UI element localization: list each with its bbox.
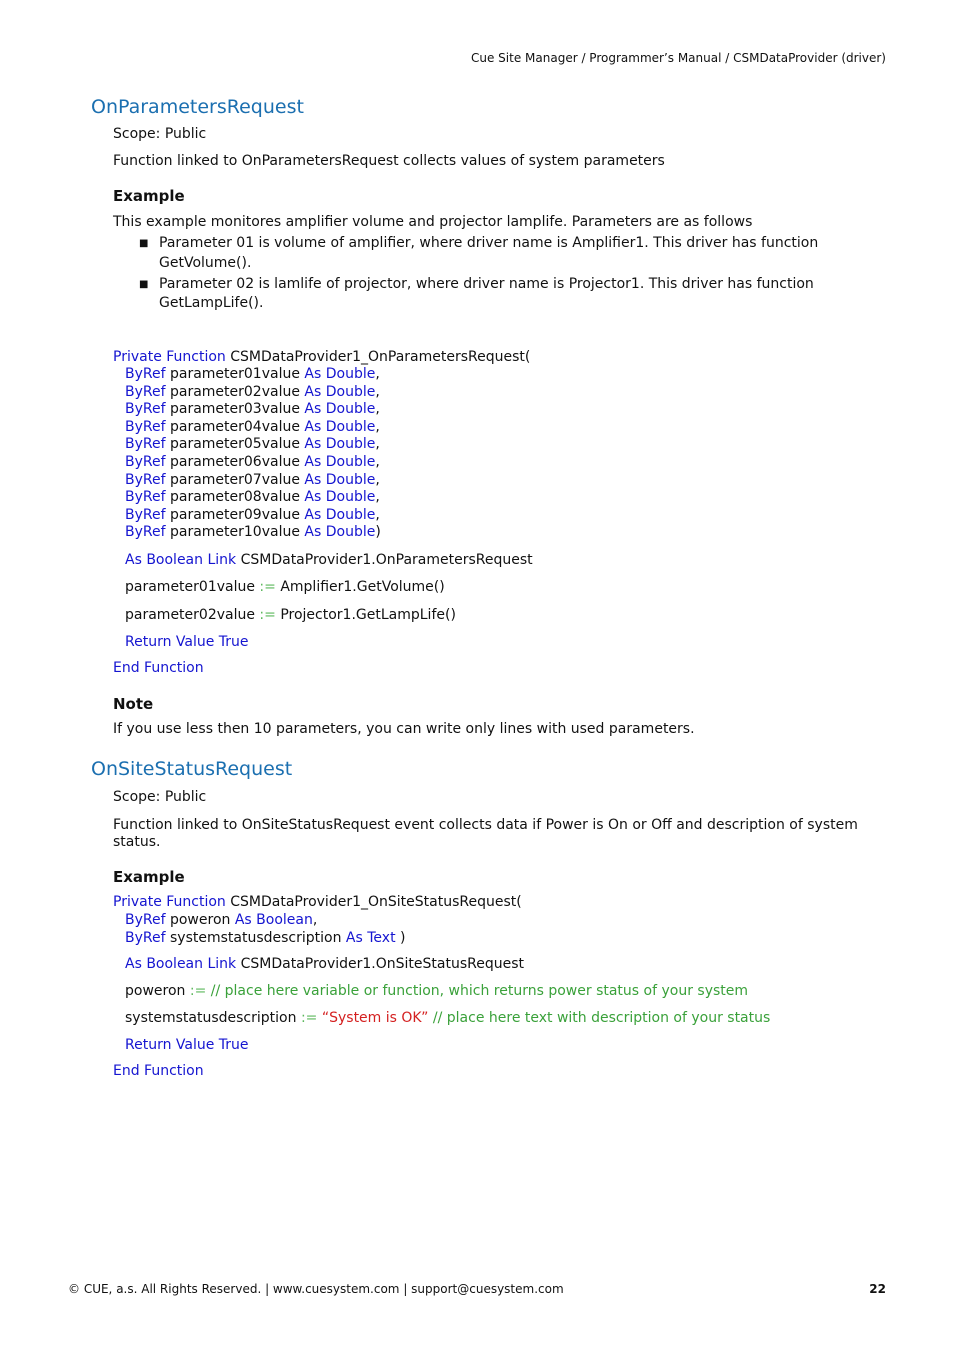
code-line-return: Return Value True [125, 1037, 249, 1053]
code-keyword: ByRef [125, 436, 166, 453]
code-line-link [125, 552, 533, 568]
code-text: parameter04value [169, 418, 300, 435]
code-keyword: ByRef [125, 418, 166, 435]
example-intro: This example monitores amplifier volume and projector lamplife. Parameters are as follows [113, 214, 753, 230]
code-line-param [125, 472, 380, 488]
code-comment: // [210, 983, 221, 999]
code-keyword: Private Function [113, 894, 226, 910]
code-text: parameter02value [169, 383, 300, 400]
code-text: , [375, 471, 380, 488]
code-operator: := [189, 983, 207, 999]
code-text: Projector1.GetLampLife() [280, 607, 456, 623]
code-line-assign2 [125, 1010, 770, 1026]
code-operator: := [259, 607, 276, 623]
code-function-name: CSMDataProvider1_OnParametersRequest( [230, 349, 531, 365]
code-text: parameter06value [169, 454, 300, 470]
description-text: Function linked to OnParametersRequest collects values of system parameters [113, 153, 665, 169]
example-heading: Example [113, 187, 185, 205]
code-keyword: As Double [304, 383, 376, 400]
code-keyword: As Double [304, 489, 376, 506]
code-text: systemstatusdescription [125, 1010, 297, 1026]
code-keyword: ByRef [125, 524, 166, 541]
scope-text: Scope: Public [113, 789, 207, 805]
code-text: parameter03value [169, 401, 300, 418]
code-keyword: ByRef [125, 401, 166, 418]
code-line-param [125, 454, 380, 470]
code-text: parameter10value [169, 524, 300, 541]
code-text: , [375, 366, 380, 382]
code-line-param [125, 930, 405, 946]
code-line-param [125, 524, 381, 540]
code-keyword: ByRef [125, 489, 166, 506]
page-number: 22 [869, 1282, 886, 1296]
code-line-assign1 [125, 983, 748, 999]
code-keyword: ByRef [125, 383, 166, 400]
code-text: , [375, 454, 380, 470]
code-text: parameter08value [169, 489, 300, 506]
code-line-signature [113, 349, 530, 365]
scope-text: Scope: Public [113, 126, 207, 142]
bullet-icon: ■ [139, 279, 149, 290]
code-keyword: ByRef [125, 454, 166, 470]
code-keyword: ByRef [125, 912, 166, 928]
code-text: parameter01value [169, 366, 300, 382]
code-comment: // [432, 1010, 443, 1026]
code-text: CSMDataProvider1.OnSiteStatusRequest [240, 956, 525, 972]
code-text: CSMDataProvider1.OnParametersRequest [240, 552, 533, 568]
code-text: , [375, 383, 380, 400]
code-operator: := [259, 579, 276, 595]
note-heading: Note [113, 695, 154, 713]
code-line-param [125, 401, 380, 417]
code-function-name: CSMDataProvider1_OnSiteStatusRequest( [230, 894, 522, 910]
code-text: , [375, 436, 380, 453]
code-text: , [375, 418, 380, 435]
code-string: “System is OK” [321, 1010, 429, 1026]
code-text: , [375, 401, 380, 418]
code-keyword: As Double [304, 524, 376, 541]
code-keyword: ByRef [125, 366, 166, 382]
code-keyword: As Double [304, 436, 376, 453]
code-comment: place here variable or function, which returns power status of your system [224, 983, 749, 999]
bullet-text: GetLampLife(). [159, 295, 264, 311]
code-line-end: End Function [113, 1063, 204, 1079]
code-line-param [125, 366, 380, 382]
code-line-link [125, 956, 524, 972]
code-keyword: As Double [304, 471, 376, 488]
code-text: , [375, 506, 380, 523]
code-keyword: As Double [304, 366, 376, 382]
code-keyword: ByRef [125, 506, 166, 523]
code-line-assign2 [125, 607, 456, 623]
code-line-param [125, 436, 380, 452]
bullet-icon: ■ [139, 238, 149, 249]
section-title-onsitestatusrequest: OnSiteStatusRequest [91, 758, 293, 780]
code-text: parameter02value [125, 607, 255, 623]
bullet-text: GetVolume(). [159, 255, 252, 271]
code-keyword: As Boolean Link [125, 552, 237, 568]
code-text: , [375, 489, 380, 506]
code-keyword: As Double [304, 418, 376, 435]
section-title-onparametersrequest: OnParametersRequest [91, 96, 304, 118]
footer-copyright: © CUE, a.s. All Rights Reserved. | www.cuesystem.com | support@cuesystem.com [68, 1282, 564, 1296]
page-header-breadcrumb: Cue Site Manager / Programmer’s Manual / CSMDataProvider (driver) [471, 51, 886, 65]
code-line-param [125, 384, 380, 400]
code-line-param [125, 419, 380, 435]
code-line-param [125, 507, 380, 523]
code-line-return: Return Value True [125, 634, 249, 650]
code-line-param [125, 912, 317, 928]
code-line-end: End Function [113, 660, 204, 676]
code-keyword: ByRef [125, 930, 166, 946]
code-keyword: As Double [304, 401, 376, 418]
code-text: Amplifier1.GetVolume() [280, 579, 445, 595]
code-text: ) [395, 930, 406, 946]
code-keyword: As Text [345, 930, 396, 946]
code-text: parameter09value [169, 506, 300, 523]
code-keyword: As Boolean Link [125, 956, 237, 972]
code-line-signature [113, 894, 522, 910]
code-text: systemstatusdescription [169, 930, 342, 946]
code-text: poweron [125, 983, 186, 999]
bullet-text: Parameter 02 is lamlife of projector, where driver name is Projector1. This driver has function [159, 276, 814, 292]
code-operator: := [300, 1010, 318, 1026]
code-text: , [312, 912, 318, 928]
code-keyword: As Double [304, 454, 376, 470]
code-text: parameter07value [169, 471, 300, 488]
code-keyword: As Boolean [234, 912, 313, 928]
code-keyword: Private Function [113, 349, 226, 365]
code-text: ) [375, 524, 381, 541]
code-text: poweron [169, 912, 231, 928]
note-text: If you use less then 10 parameters, you can write only lines with used parameters. [113, 721, 695, 737]
code-line-assign1 [125, 579, 445, 595]
description-text: Function linked to OnSiteStatusRequest event collects data if Power is On or Off and description of system [113, 817, 858, 833]
code-keyword: As Double [304, 506, 376, 523]
code-keyword: ByRef [125, 471, 166, 488]
code-text: parameter01value [125, 579, 255, 595]
code-line-param [125, 489, 380, 505]
code-text: parameter05value [169, 436, 300, 453]
description-text: status. [113, 834, 161, 850]
bullet-text: Parameter 01 is volume of amplifier, where driver name is Amplifier1. This driver has function [159, 235, 819, 251]
code-comment: place here text with description of your status [446, 1010, 771, 1026]
example-heading: Example [113, 868, 185, 886]
